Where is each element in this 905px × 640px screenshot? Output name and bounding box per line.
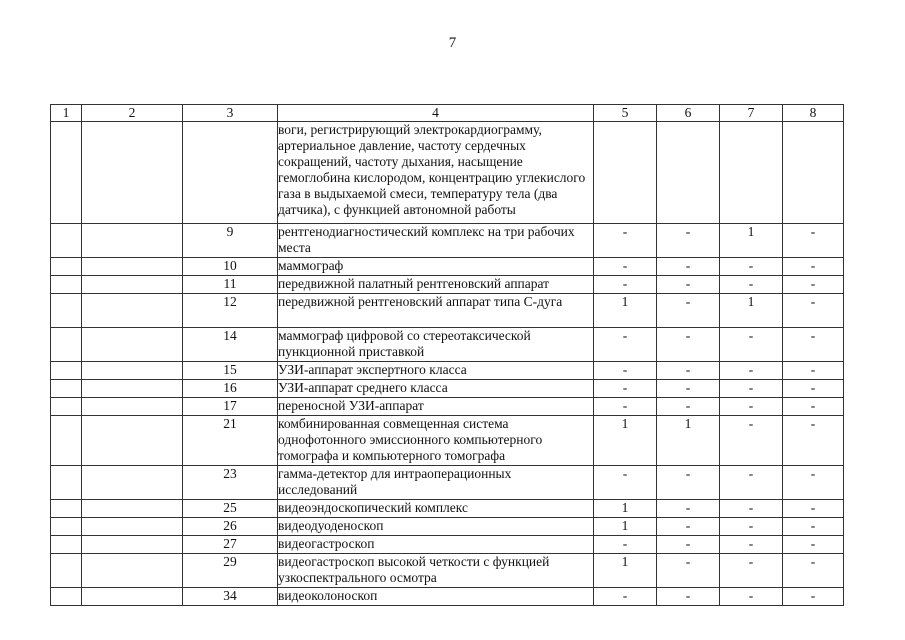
quantity-col-7: - (720, 518, 783, 536)
quantity-col-7: - (720, 276, 783, 294)
quantity-col-7 (720, 122, 783, 224)
empty-cell (51, 122, 82, 224)
quantity-col-8: - (783, 224, 844, 258)
quantity-col-5: 1 (594, 294, 657, 328)
empty-cell (82, 224, 183, 258)
item-number: 26 (183, 518, 278, 536)
column-header: 5 (594, 105, 657, 122)
table-row (51, 416, 844, 466)
quantity-col-6: 1 (657, 416, 720, 466)
item-number: 23 (183, 466, 278, 500)
empty-cell (82, 122, 183, 224)
quantity-col-6 (657, 122, 720, 224)
quantity-col-7: - (720, 588, 783, 606)
empty-cell (82, 328, 183, 362)
quantity-col-6: - (657, 536, 720, 554)
quantity-col-6: - (657, 224, 720, 258)
quantity-col-5: - (594, 362, 657, 380)
table-row (51, 224, 844, 258)
empty-cell (82, 380, 183, 398)
quantity-col-7: - (720, 416, 783, 466)
item-number: 15 (183, 362, 278, 380)
empty-cell (82, 398, 183, 416)
quantity-col-8: - (783, 554, 844, 588)
equipment-name: видеогастроскоп (278, 536, 594, 554)
item-number: 34 (183, 588, 278, 606)
quantity-col-8: - (783, 328, 844, 362)
column-header: 3 (183, 105, 278, 122)
quantity-col-6: - (657, 328, 720, 362)
quantity-col-8: - (783, 398, 844, 416)
quantity-col-6: - (657, 362, 720, 380)
empty-cell (51, 554, 82, 588)
quantity-col-6: - (657, 466, 720, 500)
empty-cell (82, 500, 183, 518)
empty-cell (51, 518, 82, 536)
page-number: 7 (448, 35, 457, 51)
quantity-col-6: - (657, 554, 720, 588)
empty-cell (82, 554, 183, 588)
quantity-col-5: - (594, 258, 657, 276)
item-number: 11 (183, 276, 278, 294)
item-number: 21 (183, 416, 278, 466)
table-row (51, 380, 844, 398)
table-row (51, 398, 844, 416)
column-header: 1 (51, 105, 82, 122)
quantity-col-5: 1 (594, 416, 657, 466)
quantity-col-5: 1 (594, 518, 657, 536)
quantity-col-6: - (657, 276, 720, 294)
column-header: 2 (82, 105, 183, 122)
empty-cell (82, 276, 183, 294)
equipment-name: комбинированная совмещенная система однофотонного эмиссионного компьютерного томографа и компьютерного томографа (278, 416, 594, 466)
empty-cell (51, 588, 82, 606)
empty-cell (82, 466, 183, 500)
quantity-col-7: - (720, 258, 783, 276)
item-number (183, 122, 278, 224)
table-row (51, 588, 844, 606)
quantity-col-5: - (594, 380, 657, 398)
item-number: 17 (183, 398, 278, 416)
quantity-col-7: - (720, 466, 783, 500)
empty-cell (51, 398, 82, 416)
empty-cell (51, 328, 82, 362)
quantity-col-8: - (783, 518, 844, 536)
quantity-col-8: - (783, 536, 844, 554)
quantity-col-6: - (657, 398, 720, 416)
equipment-name: видеогастроскоп высокой четкости с функцией узкоспектрального осмотра (278, 554, 594, 588)
equipment-name: гамма-детектор для интраоперационных исследований (278, 466, 594, 500)
empty-cell (51, 416, 82, 466)
empty-cell (82, 588, 183, 606)
quantity-col-7: - (720, 328, 783, 362)
quantity-col-6: - (657, 258, 720, 276)
quantity-col-8: - (783, 362, 844, 380)
equipment-name: маммограф (278, 258, 594, 276)
equipment-name: видеоколоноскоп (278, 588, 594, 606)
quantity-col-5: - (594, 276, 657, 294)
quantity-col-6: - (657, 380, 720, 398)
empty-cell (51, 536, 82, 554)
item-number: 27 (183, 536, 278, 554)
equipment-name: видеоэндоскопический комплекс (278, 500, 594, 518)
quantity-col-8: - (783, 294, 844, 328)
item-number: 25 (183, 500, 278, 518)
table-row (51, 518, 844, 536)
quantity-col-8: - (783, 500, 844, 518)
quantity-col-7: - (720, 362, 783, 380)
empty-cell (51, 380, 82, 398)
empty-cell (82, 536, 183, 554)
quantity-col-5: 1 (594, 554, 657, 588)
empty-cell (51, 466, 82, 500)
equipment-name: маммограф цифровой со стереотаксической пункционной приставкой (278, 328, 594, 362)
empty-cell (51, 500, 82, 518)
table-body (51, 122, 844, 606)
item-number: 9 (183, 224, 278, 258)
item-number: 14 (183, 328, 278, 362)
table-row (51, 500, 844, 518)
empty-cell (51, 362, 82, 380)
empty-cell (82, 294, 183, 328)
quantity-col-5: - (594, 328, 657, 362)
quantity-col-5: - (594, 536, 657, 554)
empty-cell (82, 518, 183, 536)
table-row (51, 466, 844, 500)
item-number: 29 (183, 554, 278, 588)
quantity-col-6: - (657, 518, 720, 536)
table-row (51, 362, 844, 380)
table-row (51, 276, 844, 294)
equipment-name: УЗИ-аппарат среднего класса (278, 380, 594, 398)
equipment-name: рентгенодиагностический комплекс на три рабочих места (278, 224, 594, 258)
quantity-col-5: - (594, 398, 657, 416)
table-row (51, 294, 844, 328)
equipment-name: воги, регистрирующий электрокардиограмму, артериальное давление, частоту сердечных сокращений, частоту дыхания, насыщение гемоглобина кислородом, концентрацию углекислого газа в выдыхаемой смеси, температуру тела (два датчика), с функцией автономной работы (278, 122, 594, 224)
column-header: 4 (278, 105, 594, 122)
item-number: 12 (183, 294, 278, 328)
equipment-name: передвижной рентгеновский аппарат типа С-дуга (278, 294, 594, 328)
quantity-col-8: - (783, 588, 844, 606)
empty-cell (51, 224, 82, 258)
equipment-name: переносной УЗИ-аппарат (278, 398, 594, 416)
empty-cell (51, 258, 82, 276)
column-header: 7 (720, 105, 783, 122)
quantity-col-8: - (783, 258, 844, 276)
quantity-col-6: - (657, 294, 720, 328)
quantity-col-7: - (720, 398, 783, 416)
empty-cell (82, 416, 183, 466)
equipment-name: видеодуоденоскоп (278, 518, 594, 536)
quantity-col-5: - (594, 224, 657, 258)
quantity-col-5: 1 (594, 500, 657, 518)
table-row (51, 536, 844, 554)
quantity-col-7: - (720, 500, 783, 518)
table-row (51, 328, 844, 362)
quantity-col-6: - (657, 500, 720, 518)
equipment-table (50, 104, 844, 606)
quantity-col-5: - (594, 588, 657, 606)
item-number: 16 (183, 380, 278, 398)
quantity-col-7: 1 (720, 224, 783, 258)
quantity-col-7: - (720, 536, 783, 554)
quantity-col-8: - (783, 380, 844, 398)
empty-cell (82, 362, 183, 380)
quantity-col-8: - (783, 466, 844, 500)
quantity-col-5: - (594, 466, 657, 500)
item-number: 10 (183, 258, 278, 276)
column-header: 8 (783, 105, 844, 122)
quantity-col-8 (783, 122, 844, 224)
table-row (51, 554, 844, 588)
table-row (51, 258, 844, 276)
quantity-col-7: 1 (720, 294, 783, 328)
quantity-col-7: - (720, 554, 783, 588)
empty-cell (51, 294, 82, 328)
quantity-col-8: - (783, 276, 844, 294)
equipment-name: передвижной палатный рентгеновский аппарат (278, 276, 594, 294)
quantity-col-7: - (720, 380, 783, 398)
equipment-name: УЗИ-аппарат экспертного класса (278, 362, 594, 380)
quantity-col-5 (594, 122, 657, 224)
table-row (51, 122, 844, 224)
empty-cell (51, 276, 82, 294)
quantity-col-8: - (783, 416, 844, 466)
empty-cell (82, 258, 183, 276)
quantity-col-6: - (657, 588, 720, 606)
column-header: 6 (657, 105, 720, 122)
column-number-row (51, 105, 844, 122)
